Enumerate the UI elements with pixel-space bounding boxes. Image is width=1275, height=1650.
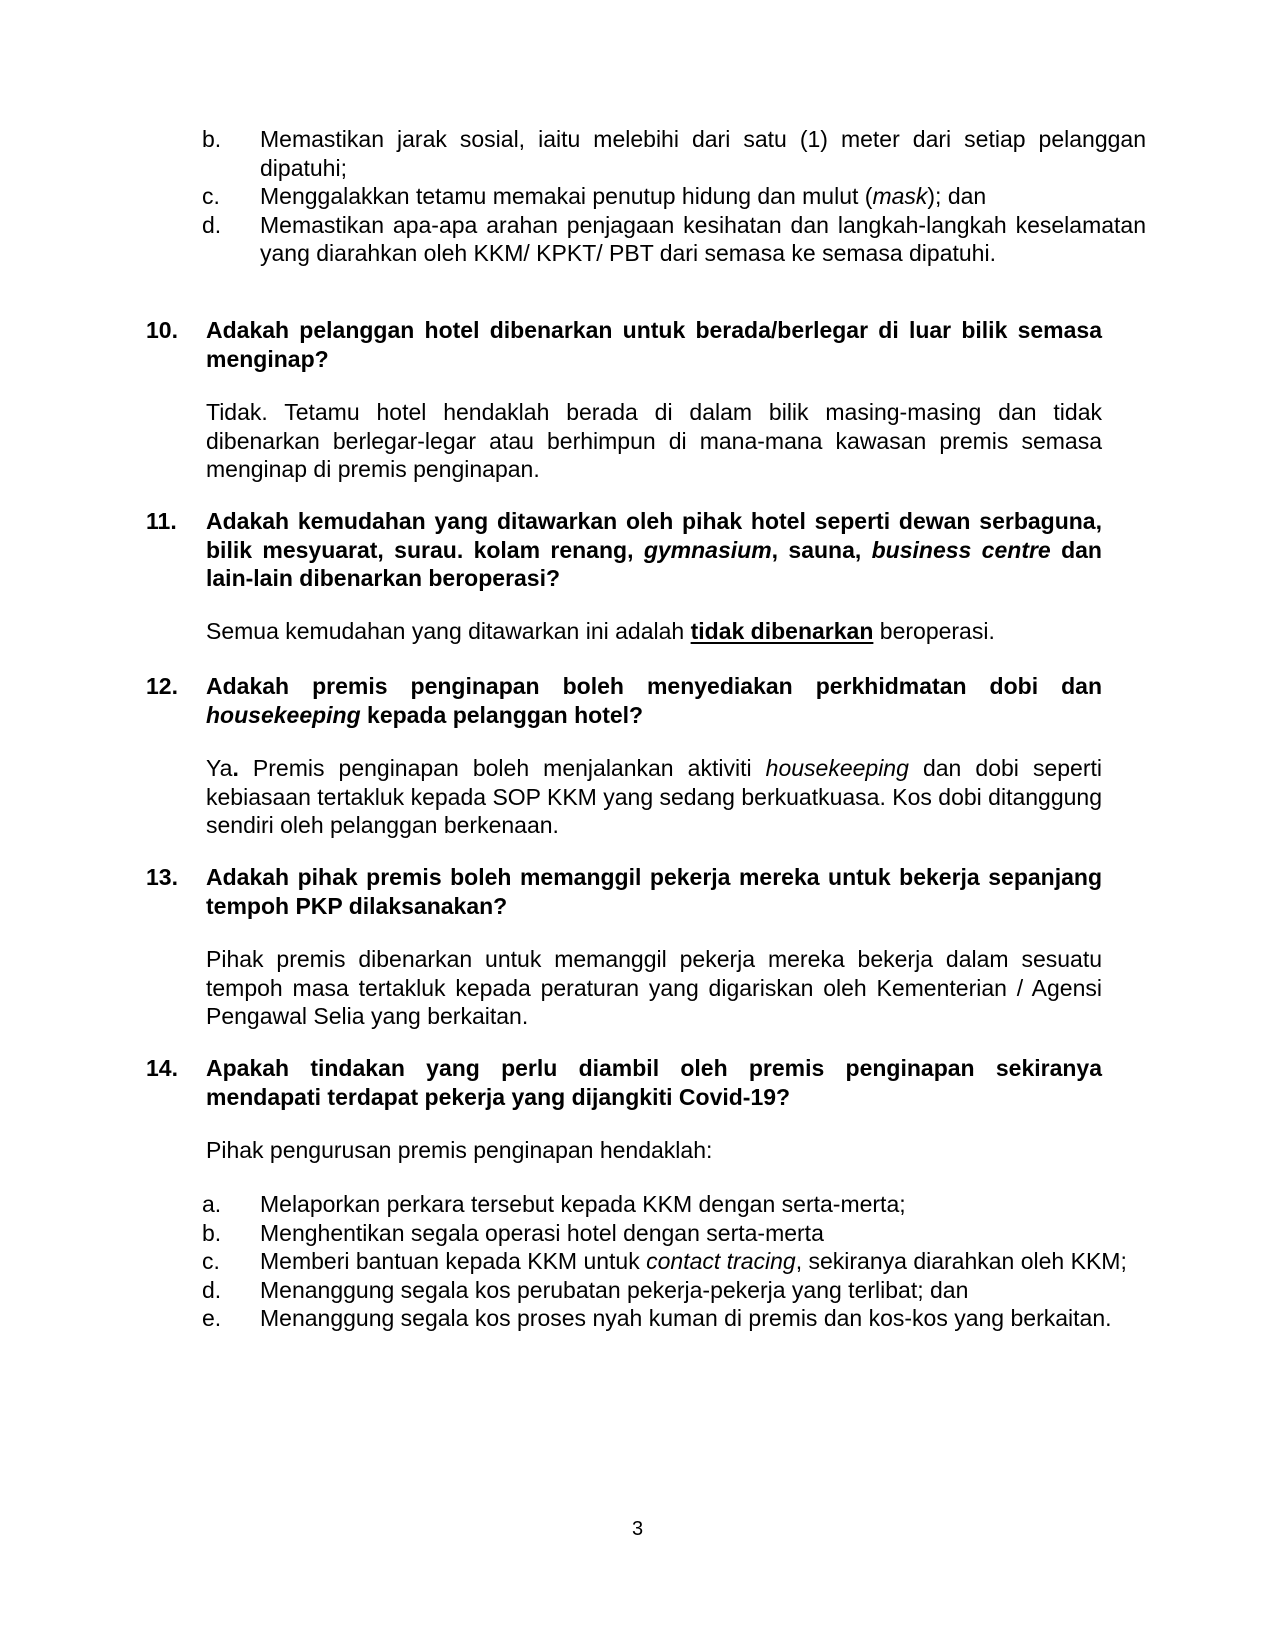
list-text: Melaporkan perkara tersebut kepada KKM dengan serta-merta; <box>260 1191 906 1217</box>
question-13 <box>146 863 1102 920</box>
list-label: d. <box>202 1276 222 1303</box>
list-item <box>202 1304 1146 1333</box>
question-text: Apakah tindakan yang perlu diambil oleh premis penginapan sekiranya mendapati terdapat pekerja yang dijangkiti Covid-19? <box>206 1055 1102 1110</box>
question-number: 11. <box>146 508 177 534</box>
list-label: d. <box>202 211 222 238</box>
answer-10: Tidak. Tetamu hotel hendaklah berada di dalam bilik masing-masing dan tidak dibenarkan berlegar-legar atau berhimpun di mana-mana kawasan premis semasa menginap di premis penginapan. <box>206 399 1102 482</box>
question-10 <box>146 316 1102 373</box>
list-text: Memastikan jarak sosial, iaitu melebihi dari satu (1) meter dari setiap pelanggan dipatuhi; <box>260 126 1146 181</box>
list-label: a. <box>202 1191 222 1217</box>
list-item <box>202 1247 1146 1276</box>
question-14 <box>146 1054 1102 1111</box>
action-list <box>202 1190 1146 1333</box>
list-text: Menghentikan segala operasi hotel dengan serta-merta <box>260 1219 824 1246</box>
question-number: 13. <box>146 864 178 890</box>
list-item <box>202 1276 1146 1305</box>
page-number: 3 <box>631 1518 644 1540</box>
question-text: Adakah pihak premis boleh memanggil pekerja mereka untuk bekerja sepanjang tempoh PKP dilaksanakan? <box>206 864 1102 919</box>
list-label: c. <box>202 183 220 209</box>
list-label: b. <box>202 1219 222 1246</box>
list-label: b. <box>202 126 222 152</box>
question-number: 10. <box>146 317 178 343</box>
list-item <box>202 1219 1146 1248</box>
list-text: Memastikan apa-apa arahan penjagaan kesihatan dan langkah-langkah keselamatan yang diarahkan oleh KKM/ KPKT/ PBT dari semasa ke semasa dipatuhi. <box>260 211 1146 266</box>
question-text: Adakah premis penginapan boleh menyediakan perkhidmatan dobi dan housekeeping kepada pelanggan hotel? <box>206 673 1102 728</box>
list-text: Menanggung segala kos perubatan pekerja-pekerja yang terlibat; dan <box>260 1276 969 1303</box>
question-text: Adakah pelanggan hotel dibenarkan untuk berada/berlegar di luar bilik semasa menginap? <box>206 317 1102 372</box>
list-text: Menggalakkan tetamu memakai penutup hidung dan mulut (mask); dan <box>260 183 987 209</box>
emphasis-not-permitted: tidak dibenarkan <box>690 618 874 644</box>
question-number: 12. <box>146 673 178 699</box>
question-11 <box>146 507 1102 593</box>
answer-12: Ya. Premis penginapan boleh menjalankan aktiviti housekeeping dan dobi seperti kebiasaan tertakluk kepada SOP KKM yang sedang berkuatkuasa. Kos dobi ditanggung sendiri oleh pelanggan berkenaan. <box>206 755 1102 838</box>
list-item <box>202 211 1146 268</box>
list-item <box>202 125 1146 182</box>
list-text: Memberi bantuan kepada KKM untuk contact tracing, sekiranya diarahkan oleh KKM; <box>260 1248 1127 1274</box>
list-label: c. <box>202 1248 220 1274</box>
answer-13: Pihak premis dibenarkan untuk memanggil pekerja mereka bekerja dalam sesuatu tempoh masa tertakluk kepada peraturan yang digariskan oleh Kementerian / Agensi Pengawal Selia yang berkaitan. <box>206 946 1102 1029</box>
answer-14-intro: Pihak pengurusan premis penginapan hendaklah: <box>206 1137 713 1163</box>
continuation-list <box>202 125 1146 268</box>
question-12 <box>146 672 1102 729</box>
question-number: 14. <box>146 1055 178 1081</box>
answer-11: Semua kemudahan yang ditawarkan ini adalah tidak dibenarkan beroperasi. <box>206 618 995 644</box>
list-label: e. <box>202 1305 222 1331</box>
list-item <box>202 182 1146 211</box>
question-text: Adakah kemudahan yang ditawarkan oleh pihak hotel seperti dewan serbaguna, bilik mesyuarat, surau. kolam renang, gymnasium, sauna, business centre dan lain-lain dibenarkan beroperasi? <box>206 508 1102 591</box>
list-text: Menanggung segala kos proses nyah kuman di premis dan kos-kos yang berkaitan. <box>260 1305 1112 1331</box>
list-item <box>202 1190 1146 1219</box>
